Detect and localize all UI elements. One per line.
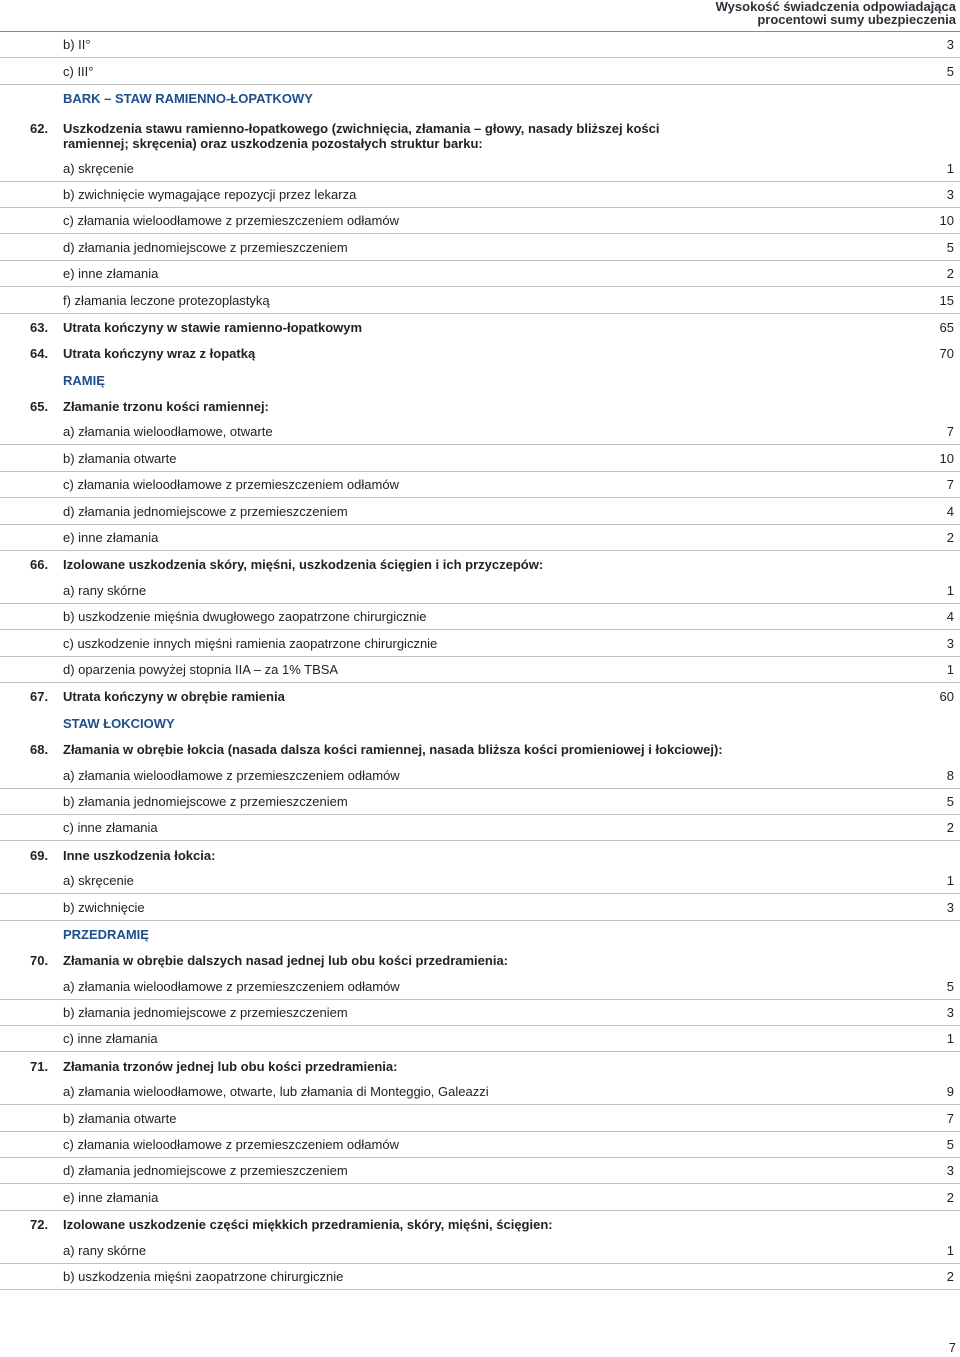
- percentage-value: 7: [946, 1110, 954, 1126]
- percentage-value: 2: [946, 1189, 954, 1205]
- row-label: c) złamania wieloodłamowe z przemieszczeniem odłamów: [63, 477, 399, 493]
- percentage-value: 4: [946, 609, 954, 625]
- table-row: [0, 1264, 960, 1290]
- clause-number: 69.: [30, 847, 49, 863]
- clause-number: 71.: [30, 1058, 49, 1074]
- table-row: [0, 287, 960, 313]
- table-row: [0, 58, 960, 84]
- table-row: [0, 261, 960, 287]
- table-row: [0, 894, 960, 920]
- table-row: [0, 604, 960, 630]
- clause-number: 72.: [30, 1217, 49, 1233]
- percentage-value: 3: [946, 1163, 954, 1179]
- table-row: [0, 868, 960, 894]
- row-label: c) uszkodzenie innych mięśni ramienia zaopatrzone chirurgicznie: [63, 635, 438, 651]
- clause-number: 67.: [30, 689, 49, 705]
- percentage-value: 1: [946, 160, 954, 176]
- percentage-value: 1: [946, 1242, 954, 1258]
- table-row: [0, 32, 960, 58]
- section-title: RAMIĘ: [63, 372, 105, 388]
- row-label: b) II°: [63, 37, 91, 53]
- percentage-value: 60: [939, 689, 954, 705]
- clause-row: [0, 1211, 960, 1237]
- clause-row: [0, 111, 960, 155]
- section-title: STAW ŁOKCIOWY: [63, 715, 175, 731]
- row-label: Złamania w obrębie łokcia (nasada dalsza kości ramiennej, nasada bliższa kości promieniowej i łokciowej):: [63, 742, 723, 758]
- table-row: [0, 208, 960, 234]
- row-label: d) złamania jednomiejscowe z przemieszczeniem: [63, 1163, 348, 1179]
- table-row: [0, 1184, 960, 1210]
- clause-number: 64.: [30, 346, 49, 362]
- clause-row: [0, 947, 960, 973]
- row-label: f) złamania leczone protezoplastyką: [63, 292, 270, 308]
- row-label: b) uszkodzenia mięśni zaopatrzone chirurgicznie: [63, 1268, 344, 1284]
- clause-row: [0, 393, 960, 419]
- percentage-value: 5: [946, 1137, 954, 1153]
- row-label: b) złamania otwarte: [63, 1110, 177, 1126]
- row-label: a) rany skórne: [63, 582, 147, 598]
- percentage-value: 10: [939, 213, 954, 229]
- percentage-value: 5: [946, 63, 954, 79]
- header-line-2: procentowi sumy ubezpieczenia: [757, 12, 956, 27]
- table-row: [0, 973, 960, 999]
- table-row: [0, 1000, 960, 1026]
- percentage-value: 2: [946, 530, 954, 546]
- benefit-table: [0, 32, 960, 1290]
- row-label: b) złamania jednomiejscowe z przemieszczeniem: [63, 1005, 348, 1021]
- header-line-1: Wysokość świadczenia odpowiadająca: [715, 0, 956, 14]
- percentage-value: 7: [946, 477, 954, 493]
- section-heading-row: [0, 709, 960, 735]
- clause-number: 65.: [30, 399, 49, 415]
- percentage-value: 2: [946, 1268, 954, 1284]
- table-row: [0, 419, 960, 445]
- row-label: b) złamania otwarte: [63, 450, 177, 466]
- row-label: e) inne złamania: [63, 266, 159, 282]
- percentage-value: 9: [946, 1084, 954, 1100]
- clause-row: [0, 1052, 960, 1078]
- row-label: a) skręcenie: [63, 160, 134, 176]
- row-label: e) inne złamania: [63, 530, 159, 546]
- percentage-value: 1: [946, 873, 954, 889]
- row-label: c) III°: [63, 63, 94, 79]
- table-row: [0, 1079, 960, 1105]
- section-heading-row: [0, 85, 960, 111]
- row-label: b) złamania jednomiejscowe z przemieszczeniem: [63, 793, 348, 809]
- clause-row: [0, 314, 960, 340]
- table-row: [0, 630, 960, 656]
- row-label: Złamania w obrębie dalszych nasad jednej lub obu kości przedramienia:: [63, 953, 509, 969]
- clause-row: [0, 683, 960, 709]
- table-row: [0, 234, 960, 260]
- row-label: Izolowane uszkodzenia skóry, mięśni, uszkodzenia ścięgien i ich przyczepów:: [63, 557, 544, 573]
- row-label: Utrata kończyny w obrębie ramienia: [63, 689, 285, 705]
- row-label: Złamania trzonów jednej lub obu kości przedramienia:: [63, 1058, 398, 1074]
- row-label: Utrata kończyny wraz z łopatką: [63, 346, 256, 362]
- percentage-value: 5: [946, 793, 954, 809]
- section-heading-row: [0, 921, 960, 947]
- row-label: b) zwichnięcie: [63, 899, 145, 915]
- percentage-value: 8: [946, 767, 954, 783]
- row-label: Złamanie trzonu kości ramiennej:: [63, 399, 269, 415]
- percentage-value: 7: [946, 424, 954, 440]
- table-row: [0, 762, 960, 788]
- row-label: c) inne złamania: [63, 820, 158, 836]
- percentage-value: 1: [946, 1031, 954, 1047]
- row-label: d) złamania jednomiejscowe z przemieszczeniem: [63, 239, 348, 255]
- table-row: [0, 1105, 960, 1131]
- table-row: [0, 1132, 960, 1158]
- percentage-value: 3: [946, 37, 954, 53]
- row-label: Uszkodzenia stawu ramienno-łopatkowego (zwichnięcia, złamania – głowy, nasady bliższej kości ramiennej; skręcenia) oraz uszkodzenia pozostałych struktur barku:: [63, 121, 660, 152]
- row-label: a) złamania wieloodłamowe z przemieszczeniem odłamów: [63, 767, 400, 783]
- percentage-value: 70: [939, 346, 954, 362]
- percentage-value: 65: [939, 319, 954, 335]
- clause-number: 66.: [30, 557, 49, 573]
- percentage-value: 2: [946, 820, 954, 836]
- row-label: a) skręcenie: [63, 873, 134, 889]
- page-number: 7: [948, 1340, 956, 1355]
- clause-number: 63.: [30, 319, 49, 335]
- table-row: [0, 525, 960, 551]
- clause-row: [0, 736, 960, 762]
- row-label: b) uszkodzenie mięśnia dwugłowego zaopatrzone chirurgicznie: [63, 609, 427, 625]
- table-row: [0, 577, 960, 603]
- table-row: [0, 155, 960, 181]
- percentage-value: 3: [946, 1005, 954, 1021]
- clause-number: 68.: [30, 742, 49, 758]
- section-title: BARK – STAW RAMIENNO-ŁOPATKOWY: [63, 91, 313, 107]
- clause-number: 70.: [30, 953, 49, 969]
- table-row: [0, 657, 960, 683]
- row-label: a) rany skórne: [63, 1242, 147, 1258]
- row-label: e) inne złamania: [63, 1189, 159, 1205]
- row-label: Izolowane uszkodzenie części miękkich przedramienia, skóry, mięśni, ścięgien:: [63, 1217, 553, 1233]
- table-row: [0, 182, 960, 208]
- section-heading-row: [0, 366, 960, 392]
- table-row: [0, 498, 960, 524]
- table-row: [0, 1026, 960, 1052]
- table-row: [0, 472, 960, 498]
- row-label: c) złamania wieloodłamowe z przemieszczeniem odłamów: [63, 213, 399, 229]
- percentage-value: 3: [946, 186, 954, 202]
- percentage-value: 2: [946, 266, 954, 282]
- percentage-value: 4: [946, 503, 954, 519]
- table-row: [0, 815, 960, 841]
- table-row: [0, 1237, 960, 1263]
- row-label: d) oparzenia powyżej stopnia IIA – za 1% TBSA: [63, 661, 339, 677]
- percentage-value: 5: [946, 239, 954, 255]
- percentage-value: 3: [946, 899, 954, 915]
- clause-row: [0, 340, 960, 366]
- row-label: c) złamania wieloodłamowe z przemieszczeniem odłamów: [63, 1137, 399, 1153]
- row-label: b) zwichnięcie wymagające repozycji przez lekarza: [63, 186, 357, 202]
- clause-row: [0, 841, 960, 867]
- row-label: Inne uszkodzenia łokcia:: [63, 847, 216, 863]
- table-row: [0, 445, 960, 471]
- table-row: [0, 1158, 960, 1184]
- percentage-value: 1: [946, 582, 954, 598]
- row-label: Utrata kończyny w stawie ramienno-łopatkowym: [63, 319, 363, 335]
- page-header: [716, 0, 956, 26]
- percentage-value: 1: [946, 661, 954, 677]
- row-label: a) złamania wieloodłamowe, otwarte, lub złamania di Monteggio, Galeazzi: [63, 1084, 489, 1100]
- section-title: PRZEDRAMIĘ: [63, 926, 149, 942]
- table-row: [0, 789, 960, 815]
- row-label: c) inne złamania: [63, 1031, 158, 1047]
- clause-row: [0, 551, 960, 577]
- clause-number: 62.: [30, 121, 49, 137]
- percentage-value: 5: [946, 978, 954, 994]
- row-label: a) złamania wieloodłamowe, otwarte: [63, 424, 273, 440]
- percentage-value: 15: [939, 292, 954, 308]
- row-label: a) złamania wieloodłamowe z przemieszczeniem odłamów: [63, 978, 400, 994]
- row-label: d) złamania jednomiejscowe z przemieszczeniem: [63, 503, 348, 519]
- percentage-value: 3: [946, 635, 954, 651]
- percentage-value: 10: [939, 450, 954, 466]
